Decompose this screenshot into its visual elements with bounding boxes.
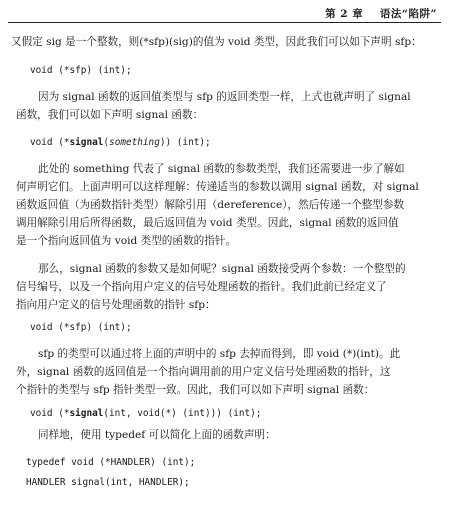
code-part: )) (int); xyxy=(159,137,211,148)
paragraph-line: 何声明它们。上面声明可以这样理解：传递适当的参数以调用 signal 函数，对 signal xyxy=(16,181,419,193)
code-sfp-declaration-2: void (*sfp) (int); xyxy=(30,322,132,333)
code-signal-full-declaration xyxy=(30,407,261,421)
code-part: void (* xyxy=(30,137,70,148)
paragraph-6 xyxy=(16,426,436,444)
paragraph-1 xyxy=(11,33,441,51)
paragraph-line: 函数返回值（为函数指针类型）解除引用（dereference），然后传递一个整型参数 xyxy=(16,199,405,211)
paragraph-2 xyxy=(16,88,436,124)
paragraph-line: 个指针的类型与 sfp 指针类型一致。因此，我们可以如下声明 signal 函数： xyxy=(16,384,375,396)
paragraph-line: 外，signal 函数的返回值是一个指向调用前的用户定义信号处理函数的指针，这 xyxy=(16,366,391,378)
paragraph-4 xyxy=(16,260,436,314)
paragraph-line: 指向用户定义的信号处理函数的指针 sfp： xyxy=(16,299,216,311)
running-header xyxy=(325,6,437,21)
paragraph-line: 因为 signal 函数的返回值类型与 sfp 的返回类型一样，上式也就声明了 signal xyxy=(38,91,411,103)
paragraph-line: 调用解除引用后所得函数，最后返回值为 void 类型。因此，signal 函数的返回值 xyxy=(16,217,399,229)
header-rule xyxy=(8,22,441,23)
code-keyword-signal: signal xyxy=(69,137,104,148)
paragraph-line: 此处的 something 代表了 signal 函数的参数类型，我们还需要进一步了解如 xyxy=(38,163,405,175)
paragraph-line: 同样地，使用 typedef 可以简化上面的函数声明： xyxy=(38,429,276,441)
code-part: (int, void(*) (int))) (int); xyxy=(103,408,262,419)
paragraph-line: 是一个指向返回值为 void 类型的函数的指针。 xyxy=(16,235,236,247)
code-placeholder: something xyxy=(109,137,160,148)
code-part: void (* xyxy=(30,408,70,419)
chapter-title: 语法“陷阱” xyxy=(379,8,437,20)
code-sfp-declaration-1: void (*sfp) (int); xyxy=(30,65,132,76)
paragraph-line: sfp 的类型可以通过将上面的声明中的 sfp 去掉而得到，即 void (*)(int)。此 xyxy=(38,348,401,360)
paragraph-line: 函数，我们可以如下声明 signal 函数： xyxy=(16,109,204,121)
chapter-number: 第 2 章 xyxy=(325,8,364,20)
code-handler-signal: HANDLER signal(int, HANDLER); xyxy=(26,477,190,488)
paragraph-line: 又假定 sig 是一个整数，则(*sfp)(sig)的值为 void 类型，因此我们可以如下声明 sfp： xyxy=(11,36,422,48)
code-typedef-handler: typedef void (*HANDLER) (int); xyxy=(26,457,196,468)
paragraph-line: 那么，signal 函数的参数又是如何呢？signal 函数接受两个参数：一个整型的 xyxy=(38,263,406,275)
code-signal-something xyxy=(30,136,211,150)
paragraph-line: 信号编号，以及一个指向用户定义的信号处理函数的指针。我们此前已经定义了 xyxy=(16,281,387,293)
code-part: ( xyxy=(103,137,110,148)
paragraph-5 xyxy=(16,345,436,399)
code-keyword-signal: signal xyxy=(69,408,104,419)
paragraph-3 xyxy=(16,160,436,250)
